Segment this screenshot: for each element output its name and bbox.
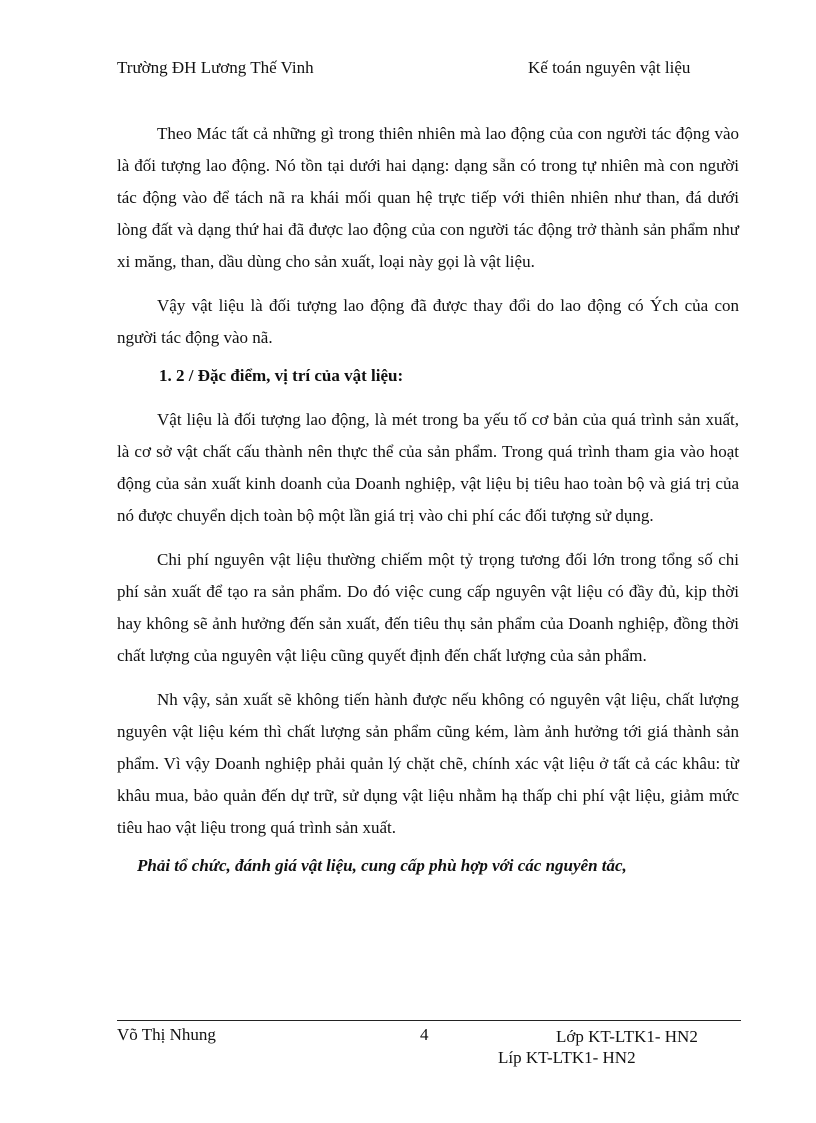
header-subject: Kế toán nguyên vật liệu <box>528 58 691 77</box>
footer-class-duplicate: Líp KT-LTK1- HN2 <box>498 1048 636 1067</box>
paragraph-management: Nh vậy, sản xuất sẽ không tiến hành được nếu không có nguyên vật liệu, chất lượng nguyên vật liệu kém thì chất lượng sản phẩm cũng kém, làm ảnh hưởng tới giá thành sản phẩm. Vì vậy Doanh nghiệp phải quản lý chặt chẽ, chính xác vật liệu ở tất cả các khâu: từ khâu mua, bảo quản đến dự trữ, sử dụng vật liệu nhằm hạ thấp chi phí vật liệu, giảm mức tiêu hao vật liệu trong quá trình sản xuất. <box>117 690 739 837</box>
section-heading: 1. 2 / Đặc điểm, vị trí của vật liệu: <box>159 366 404 385</box>
paragraph-definition: Theo Mác tất cả những gì trong thiên nhiên mà lao động của con người tác động vào là đối tượng lao động. Nó tồn tại dưới hai dạng: dạng sẵn có trong tự nhiên mà con người tác động vào để tách nã ra khái mối quan hệ trực tiếp với thiên nhiên như than, đá dưới lòng đất và dạng thứ hai đã được lao động của con người tác động trở thành sản phẩm như xi măng, than, dầu dùng cho sản xuất, loại này gọi là vật liệu. <box>117 124 739 271</box>
closing-statement: Phải tổ chức, đánh giá vật liệu, cung cấp phù hợp với các nguyên tắc, <box>137 856 627 875</box>
paragraph-cost: Chi phí nguyên vật liệu thường chiếm một tỷ trọng tương đối lớn trong tổng số chi phí sản xuất để tạo ra sản phẩm. Do đó việc cung cấp nguyên vật liệu có đầy đủ, kịp thời hay không sẽ ảnh hưởng đến sản xuất, đến tiêu thụ sản phẩm của Doanh nghiệp, đồng thời chất lượng của nguyên vật liệu cũng quyết định đến chất lượng của sản phẩm. <box>117 550 739 665</box>
footer-author: Võ Thị Nhung <box>117 1025 216 1044</box>
paragraph-conclusion: Vậy vật liệu là đối tượng lao động đã được thay đổi do lao động có Ých của con người tác động vào nã. <box>117 296 739 347</box>
footer-divider <box>117 1020 741 1021</box>
document-body <box>117 118 739 882</box>
page-number: 4 <box>420 1025 429 1044</box>
paragraph-characteristics: Vật liệu là đối tượng lao động, là mét trong ba yếu tố cơ bản của quá trình sản xuất, là cơ sở vật chất cấu thành nên thực thể của sản phẩm. Trong quá trình tham gia vào hoạt động của sản xuất kinh doanh của Doanh nghiệp, vật liệu bị tiêu hao toàn bộ và giá trị của nó được chuyển dịch toàn bộ một lần giá trị vào chi phí các đối tượng sử dụng. <box>117 410 739 525</box>
header-school: Trường ĐH Lương Thế Vinh <box>117 58 314 77</box>
footer-class: Lớp KT-LTK1- HN2 <box>556 1027 698 1046</box>
